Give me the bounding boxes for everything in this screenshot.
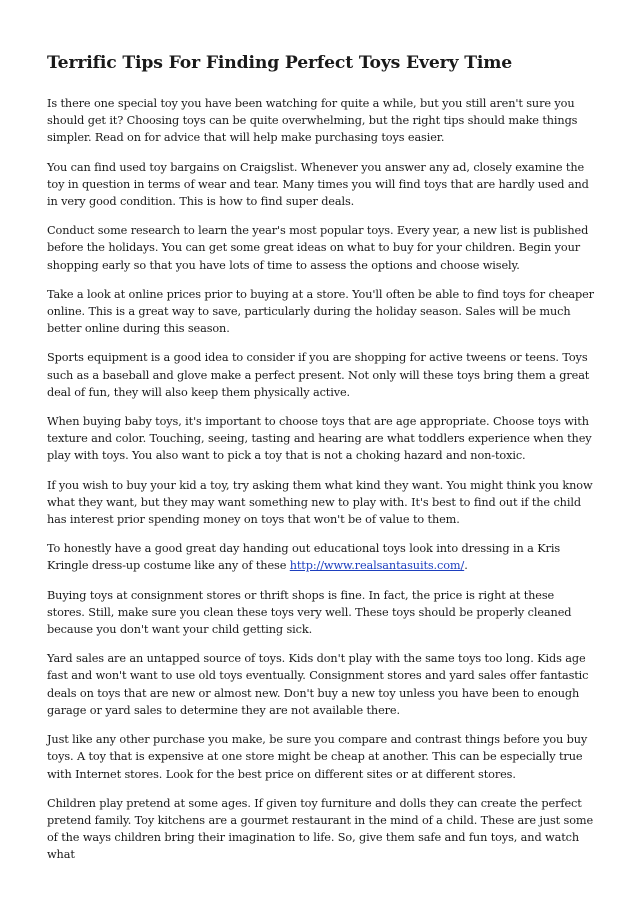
paragraph: Is there one special toy you have been watching for quite a while, but you still aren't sure you should get it? Choosing toys can be quite overwhelming, but the right tips should make things simpler. Read on for advice that will help make purchasing toys easier. [47, 97, 578, 145]
paragraph-text: . [464, 559, 468, 573]
santa-suits-link[interactable]: http://www.realsantasuits.com/ [289, 559, 465, 573]
paragraph-with-link [47, 540, 594, 574]
paragraph: Buying toys at consignment stores or thrift shops is fine. In fact, the price is right at these stores. Still, make sure you clean these toys very well. These toys should be properly cleaned because you don't want your child getting sick. [47, 588, 572, 637]
document-title: Terrific Tips For Finding Perfect Toys Every Time [47, 53, 513, 73]
paragraph: Sports equipment is a good idea to consider if you are shopping for active tweens or teens. Toys such as a baseball and glove make a perfect present. Not only will these toys bring them a great deal of fun, they will also keep them physically active. [47, 351, 590, 399]
paragraph: Just like any other purchase you make, be sure you compare and contrast things before you buy toys. A toy that is expensive at one store might be cheap at another. This can be especially true with Internet stores. Look for the best price on different sites or at different stores. [47, 733, 588, 781]
paragraph: If you wish to buy your kid a toy, try asking them what kind they want. You might think you know what they want, but they may want something new to play with. It's best to find out if the child has interest prior spending money on toys that won't be of value to them. [47, 478, 593, 527]
paragraph: When buying baby toys, it's important to choose toys that are age appropriate. Choose toys with texture and color. Touching, seeing, tasting and hearing are what toddlers experience when they play with toys. You also want to pick a toy that is not a choking hazard and non-toxic. [47, 415, 592, 463]
paragraph-text: To honestly have a good great day handing out educational toys look into dressing in a Kris Kringle dress-up costume like any of these [47, 542, 560, 573]
paragraph: Take a look at online prices prior to buying at a store. You'll often be able to find toys for cheaper online. This is a great way to save, particularly during the holiday season. Sales will be much better online during this season. [47, 287, 594, 336]
paragraph: You can find used toy bargains on Craigslist. Whenever you answer any ad, closely examine the toy in question in terms of wear and tear. Many times you will find toys that are hardly used and in very good condition. This is how to find super deals. [47, 160, 589, 209]
paragraph: Conduct some research to learn the year's most popular toys. Every year, a new list is published before the holidays. You can get some great ideas on what to buy for your children. Begin your shopping early so that you have lots of time to assess the options and choose wisely. [47, 224, 589, 272]
paragraph: Yard sales are an untapped source of toys. Kids don't play with the same toys too long. Kids age fast and won't want to use old toys eventually. Consignment stores and yard sales offer fantastic deals on toys that are new or almost new. Don't buy a new toy unless you have been to enough garage or yard sales to determine they are not available there. [47, 652, 589, 717]
paragraph: Children play pretend at some ages. If given toy furniture and dolls they can create the perfect pretend family. Toy kitchens are a gourmet restaurant in the mind of a child. These are just some of the ways children bring their imagination to life. So, give them safe and fun toys, and watch what [47, 796, 594, 862]
